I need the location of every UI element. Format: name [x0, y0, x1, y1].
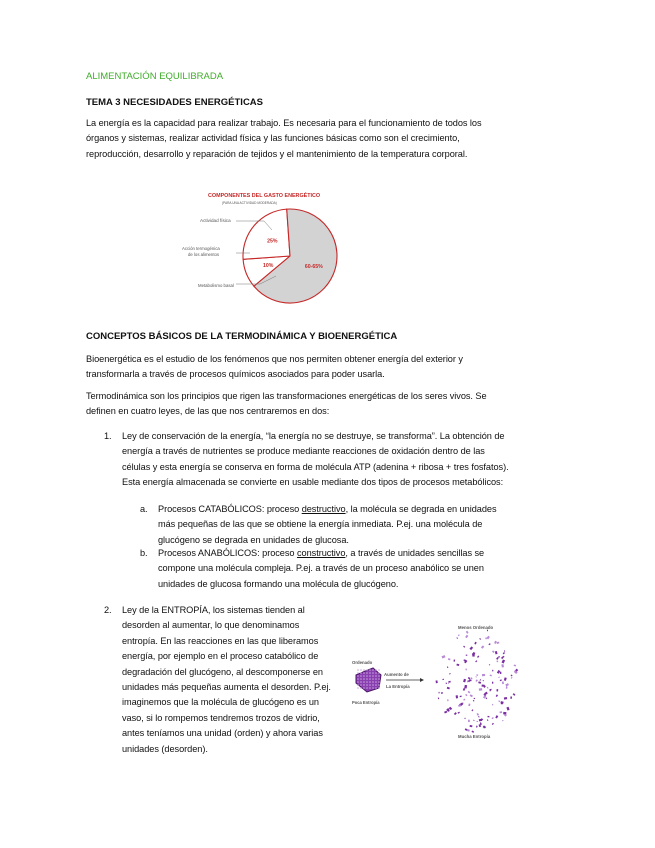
molecule-fragment [467, 729, 470, 732]
molecule-fragment [477, 655, 479, 657]
molecule-fragment [511, 674, 513, 676]
molecule-fragment [441, 692, 443, 694]
molecule-fragment [506, 707, 509, 711]
molecule-fragment [470, 694, 473, 697]
law1-b-pre: Procesos ANABÓLICOS: proceso [158, 548, 297, 558]
molecule-fragment [504, 650, 505, 652]
ordered-texture-dot [378, 681, 380, 683]
ordered-texture-dot [360, 672, 362, 674]
molecule-fragment [478, 681, 481, 683]
molecule-fragment [448, 681, 450, 683]
molecule-fragment [511, 677, 513, 679]
molecule-fragment [458, 712, 460, 714]
molecule-fragment [514, 664, 516, 666]
molecule-fragment [498, 656, 500, 658]
molecule-fragment [454, 712, 457, 715]
molecule-fragment [485, 697, 487, 699]
molecule-fragment [505, 683, 509, 686]
ordered-texture-dot [375, 675, 377, 677]
molecule-fragment [439, 692, 440, 693]
molecule-fragment [501, 664, 504, 667]
molecule-fragment [476, 713, 479, 716]
molecule-fragment [497, 642, 500, 644]
molecule-fragment [489, 664, 490, 665]
law1-a-marker: a. [140, 504, 148, 514]
ordered-label: Ordenado [352, 660, 373, 665]
molecule-fragment [504, 677, 507, 681]
dispersed-molecules [436, 630, 519, 733]
law1-a-pre: Procesos CATABÓLICOS: proceso [158, 504, 302, 514]
ordered-texture-dot [372, 675, 374, 677]
law1-a-post: , la molécula se degrada en unidades más pequeñas de las que se obtiene la energía inmediata. P.ej. una molécula de glucógeno se degrada en unidades de glucosa. [158, 504, 497, 545]
ordered-texture-dot [357, 678, 359, 680]
molecule-fragment [465, 694, 467, 696]
ordered-texture-dot [372, 672, 374, 674]
ordered-texture-dot [369, 687, 371, 689]
molecule-fragment [479, 688, 482, 691]
ordered-texture-dot [363, 675, 365, 677]
ordered-texture-dot [369, 675, 371, 677]
pie-slice-actividad [243, 209, 290, 259]
molecule-fragment [495, 715, 498, 718]
molecule-fragment [494, 641, 497, 644]
law2-text: Ley de la ENTROPÍA, los sistemas tienden al desorden al aumentar, lo que denominamos entropía. En las reacciones en las que liberamos energía, por ejemplo en el proceso catabólico de degradación del glucógeno, al descomponerse en unidades más pequeñas aumenta el desorden. P.ej. imaginemos que la molécula de glucógeno es un vaso, si lo rompemos tendremos trozos de vidrio, antes teníamos una unidad (orden) y ahora varias unidades (desorden). [122, 605, 331, 754]
ordered-texture-dot [375, 687, 377, 689]
molecule-fragment [438, 697, 440, 699]
law2-number: 2. [104, 605, 112, 615]
molecule-fragment [456, 664, 459, 666]
molecule-fragment [487, 719, 489, 721]
ordered-molecule [356, 668, 381, 692]
ordered-texture-dot [363, 681, 365, 683]
ordered-texture-dot [372, 681, 374, 683]
molecule-fragment [495, 651, 498, 654]
arrow-label-2: La Entropía [386, 684, 410, 689]
ordered-texture-dot [357, 669, 359, 671]
molecule-fragment [492, 723, 494, 725]
chart-label-actividad: Actividad física [200, 218, 231, 223]
molecule-fragment [465, 635, 468, 638]
molecule-fragment [503, 712, 506, 714]
molecule-fragment [487, 716, 489, 717]
molecule-fragment [468, 691, 471, 694]
molecule-fragment [449, 707, 452, 710]
molecule-fragment [474, 642, 476, 645]
ordered-texture-dot [366, 681, 368, 683]
molecule-fragment [480, 679, 481, 681]
ordered-texture-dot [369, 672, 371, 674]
ordered-texture-dot [375, 669, 377, 671]
molecule-fragment [482, 685, 485, 687]
ordered-texture-dot [375, 684, 377, 686]
molecule-fragment [488, 643, 490, 645]
energy-expenditure-chart [180, 186, 340, 306]
topic-title: TEMA 3 NECESIDADES ENERGÉTICAS [86, 97, 264, 108]
bioenergetica-paragraph: Bioenergética es el estudio de los fenómenos que nos permiten obtener energía del exterior y transformarla a través de procesos químicos asociados para poder usarla. [86, 354, 463, 380]
law1-b-marker: b. [140, 548, 148, 558]
ordered-texture-dot [360, 675, 362, 677]
molecule-fragment [502, 720, 504, 722]
chart-title: COMPONENTES DEL GASTO ENERGÉTICO [208, 193, 321, 199]
ordered-texture-dot [378, 669, 380, 671]
molecule-fragment [464, 685, 467, 689]
molecule-fragment [473, 698, 475, 700]
high-entropy-label: Mucha Entropía [458, 734, 491, 739]
ordered-texture-dot [372, 669, 374, 671]
ordered-texture-dot [357, 675, 359, 677]
molecule-fragment [482, 674, 485, 676]
molecule-fragment [469, 646, 473, 650]
ordered-texture-dot [372, 678, 374, 680]
law1-b-post: , a través de unidades sencillas se compone una molécula compleja. P.ej. a través de un proceso anabólico se unen unidades de glucosa formando una molécula de glucógeno. [158, 548, 485, 589]
molecule-fragment [464, 718, 465, 720]
ordered-texture-dot [363, 687, 365, 689]
ordered-texture-dot [375, 678, 377, 680]
molecule-fragment [466, 655, 468, 656]
molecule-fragment [499, 711, 502, 713]
molecule-fragment [473, 700, 475, 702]
ordered-texture-dot [369, 681, 371, 683]
molecule-fragment [468, 704, 470, 707]
molecule-fragment [468, 677, 471, 679]
concepts-title: CONCEPTOS BÁSICOS DE LA TERMODINÁMICA Y BIOENERGÉTICA [86, 331, 398, 342]
molecule-fragment [502, 659, 506, 663]
molecule-fragment [506, 686, 508, 688]
molecule-fragment [498, 677, 500, 679]
molecule-fragment [479, 638, 481, 640]
ordered-texture-dot [357, 687, 359, 689]
arrow-label-1: Aumento de [384, 672, 409, 677]
law1-number: 1. [104, 431, 112, 441]
molecule-fragment [502, 681, 504, 684]
molecule-fragment [497, 670, 500, 674]
molecule-fragment [447, 687, 450, 690]
ordered-texture-dot [360, 687, 362, 689]
molecule-fragment [475, 679, 478, 682]
molecule-fragment [463, 646, 465, 648]
molecule-fragment [454, 659, 456, 661]
ordered-texture-dot [369, 669, 371, 671]
molecule-fragment [478, 716, 480, 717]
molecule-fragment [475, 676, 477, 677]
chart-subtitle: (PARA UNA ACTIVIDAD MODERADA) [222, 201, 277, 205]
ordered-texture-dot [357, 672, 359, 674]
molecule-fragment [468, 720, 470, 722]
molecule-fragment [463, 688, 466, 691]
ordered-texture-dot [360, 681, 362, 683]
less-ordered-label: Menos Ordenado [458, 625, 494, 630]
ordered-texture-dot [363, 669, 365, 671]
molecule-fragment [492, 650, 495, 653]
molecule-fragment [513, 693, 516, 696]
pie-label-2: 60-65% [304, 264, 323, 271]
ordered-texture-dot [375, 681, 377, 683]
ordered-texture-dot [366, 687, 368, 689]
law1-text: Ley de conservación de la energía, “la energía no se destruye, se transforma”. La obtención de energía a través de nutrientes se produce mediante reacciones de oxidación dentro de las células y esta energía se conserva en forma de molécula ATP (adenina + ribosa + tres fosfatos). Esta energía almacenada se convierte en usable mediante dos tipos de procesos metabólicos: [122, 431, 509, 488]
molecule-fragment [500, 672, 502, 674]
molecule-fragment [445, 682, 447, 684]
low-entropy-label: Poca Entropía [352, 700, 380, 705]
molecule-fragment [487, 687, 489, 689]
molecule-fragment [471, 677, 473, 679]
molecule-fragment [479, 719, 482, 722]
ordered-texture-dot [369, 678, 371, 680]
ordered-texture-dot [372, 684, 374, 686]
ordered-texture-dot [375, 672, 377, 674]
ordered-texture-dot [378, 687, 380, 689]
molecule-fragment [490, 675, 492, 677]
ordered-texture-dot [363, 672, 365, 674]
ordered-texture-dot [366, 684, 368, 686]
ordered-texture-dot [372, 687, 374, 689]
entropy-figure [346, 618, 522, 744]
ordered-texture-dot [360, 669, 362, 671]
intro-paragraph: La energía es la capacidad para realizar trabajo. Es necesaria para el funcionamiento de todos los órganos y sistemas, realizar actividad física y las funciones básicas como son el crecimiento, reproducción, desarrollo y reparación de tejidos y el mantenimiento de la temperatura corporal. [86, 118, 482, 159]
molecule-fragment [456, 695, 458, 698]
molecule-fragment [477, 721, 479, 722]
molecule-fragment [504, 697, 507, 700]
law1-b-item [158, 546, 516, 592]
molecule-fragment [436, 680, 438, 683]
molecule-fragment [473, 720, 474, 721]
molecule-fragment [448, 658, 451, 660]
law1-a-underline: destructivo [301, 504, 346, 514]
molecule-fragment [476, 726, 478, 728]
ordered-texture-dot [378, 672, 380, 674]
ordered-texture-dot [378, 684, 380, 686]
molecule-fragment [444, 711, 447, 714]
ordered-texture-dot [369, 684, 371, 686]
molecule-fragment [476, 674, 478, 676]
molecule-fragment [465, 668, 466, 670]
molecule-fragment [449, 673, 451, 674]
molecule-fragment [442, 655, 446, 658]
ordered-texture-dot [366, 669, 368, 671]
molecule-fragment [469, 725, 472, 727]
molecule-fragment [492, 717, 494, 719]
ordered-texture-dot [378, 678, 380, 680]
molecule-fragment [487, 636, 490, 640]
ordered-texture-dot [360, 684, 362, 686]
molecule-fragment [456, 637, 458, 639]
molecule-fragment [500, 679, 502, 681]
ordered-texture-dot [357, 684, 359, 686]
molecule-fragment [442, 679, 444, 680]
molecule-fragment [481, 645, 484, 648]
molecule-fragment [487, 630, 488, 632]
ordered-texture-dot [357, 681, 359, 683]
chart-label-accion: Acción termogénica [182, 246, 220, 251]
law1-b-underline: constructivo [296, 548, 346, 558]
pie-label-1: 10% [263, 262, 274, 269]
molecule-fragment [492, 682, 493, 684]
molecule-fragment [503, 652, 505, 654]
molecule-fragment [463, 699, 465, 701]
molecule-fragment [496, 660, 498, 662]
chart-label-metabolismo: Metabolismo basal [198, 283, 234, 288]
ordered-texture-dot [360, 678, 362, 680]
molecule-fragment [458, 634, 460, 636]
molecule-fragment [498, 700, 500, 702]
molecule-fragment [496, 689, 498, 691]
molecule-fragment [483, 680, 485, 681]
molecule-fragment [460, 696, 462, 698]
ordered-texture-dot [366, 672, 368, 674]
law1-a-item [158, 502, 516, 548]
ordered-texture-dot [366, 678, 368, 680]
pie-label-0: 25% [267, 238, 278, 245]
ordered-texture-dot [363, 678, 365, 680]
molecule-fragment [466, 631, 469, 634]
section-title: ALIMENTACIÓN EQUILIBRADA [86, 71, 224, 82]
molecule-fragment [447, 699, 449, 701]
molecule-fragment [492, 670, 493, 672]
chart-label-accion-2: de los alimentos [188, 252, 220, 257]
arrow-head-icon [420, 678, 424, 682]
molecule-fragment [463, 679, 466, 683]
ordered-texture-dot [366, 675, 368, 677]
molecule-fragment [510, 696, 512, 698]
ordered-texture-dot [378, 675, 380, 677]
molecule-fragment [475, 660, 477, 662]
molecule-fragment [472, 653, 475, 657]
pie-group [243, 209, 337, 303]
molecule-fragment [496, 694, 498, 697]
molecule-fragment [471, 730, 474, 732]
molecule-fragment [471, 709, 473, 711]
ordered-texture-dot [363, 684, 365, 686]
molecule-fragment [447, 666, 448, 668]
termodinamica-paragraph: Termodinámica son los principios que rigen las transformaciones energéticas de los seres vivos. Se definen en cuatro leyes, de las que nos centraremos en dos: [86, 391, 487, 417]
molecule-fragment [492, 704, 494, 706]
